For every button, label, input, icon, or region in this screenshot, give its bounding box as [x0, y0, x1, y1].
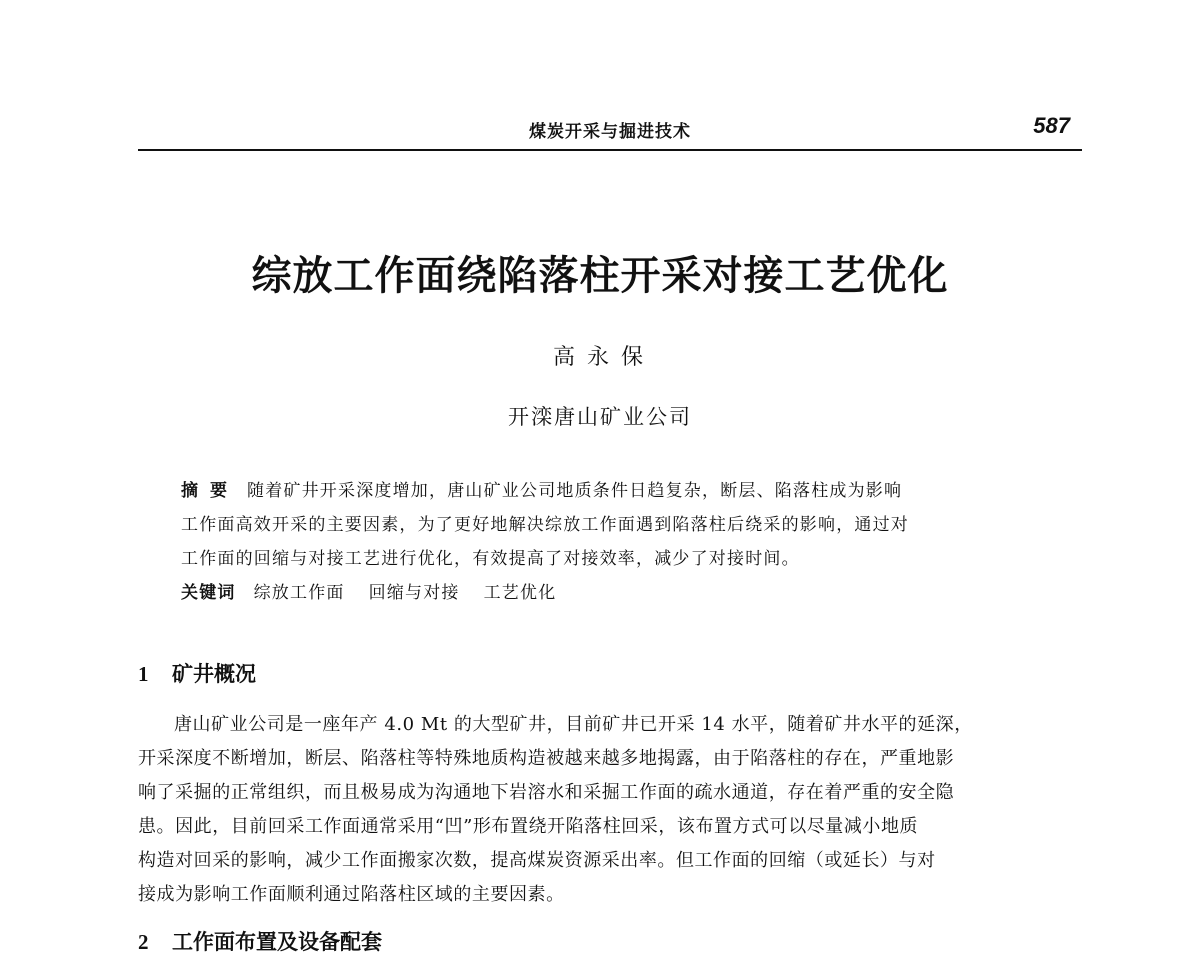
paragraph-line: 开采深度不断增加，断层、陷落柱等特殊地质构造被越来越多地揭露，由于陷落柱的存在，严重地影: [138, 748, 955, 769]
section-number: 2: [138, 930, 149, 954]
page-number: 587: [1033, 113, 1070, 138]
abstract-label: 摘要: [181, 481, 239, 501]
section-heading: [138, 658, 256, 688]
affiliation: 开滦唐山矿业公司: [508, 405, 692, 429]
section-title: 矿井概况: [172, 662, 256, 686]
abstract-line: [181, 474, 1041, 508]
paragraph-line: 唐山矿业公司是一座年产 4.0 Mt 的大型矿井，目前矿井已开采 14 水平，随着矿井水平的延深，: [174, 714, 973, 735]
paragraph-line: 接成为影响工作面顺利通过陷落柱区域的主要因素。: [138, 884, 565, 905]
section-heading-next: [138, 926, 382, 956]
keyword: 综放工作面: [253, 583, 345, 603]
running-header: [138, 113, 1082, 151]
article-title: 综放工作面绕陷落柱开采对接工艺优化: [251, 252, 949, 299]
section-title: 工作面布置及设备配套: [172, 930, 382, 954]
keyword: 回缩与对接: [368, 583, 460, 603]
paragraph-line: 构造对回采的影响，减少工作面搬家次数，提高煤炭资源采出率。但工作面的回缩（或延长）与对: [138, 850, 936, 871]
abstract: [181, 474, 1041, 610]
running-title: 煤炭开采与掘进技术: [529, 122, 691, 142]
abstract-line: 工作面的回缩与对接工艺进行优化，有效提高了对接效率，减少了对接时间。: [181, 549, 800, 569]
keywords: [181, 576, 1041, 610]
paragraph-line: 响了采掘的正常组织，而且极易成为沟通地下岩溶水和采掘工作面的疏水通道，存在着严重的安全隐: [138, 782, 955, 803]
section-body: [138, 708, 1082, 912]
keyword: 工艺优化: [483, 583, 557, 603]
section-number: 1: [138, 662, 149, 686]
paragraph-line: 患。因此，目前回采工作面通常采用“凹”形布置绕开陷落柱回采，该布置方式可以尽量减小地质: [138, 816, 919, 837]
abstract-text: 随着矿井开采深度增加，唐山矿业公司地质条件日趋复杂，断层、陷落柱成为影响: [247, 481, 903, 501]
abstract-line: 工作面高效开采的主要因素，为了更好地解决综放工作面遇到陷落柱后绕采的影响，通过对: [181, 515, 909, 535]
keywords-label: 关键词: [181, 583, 236, 603]
author: 高永保: [552, 345, 655, 370]
